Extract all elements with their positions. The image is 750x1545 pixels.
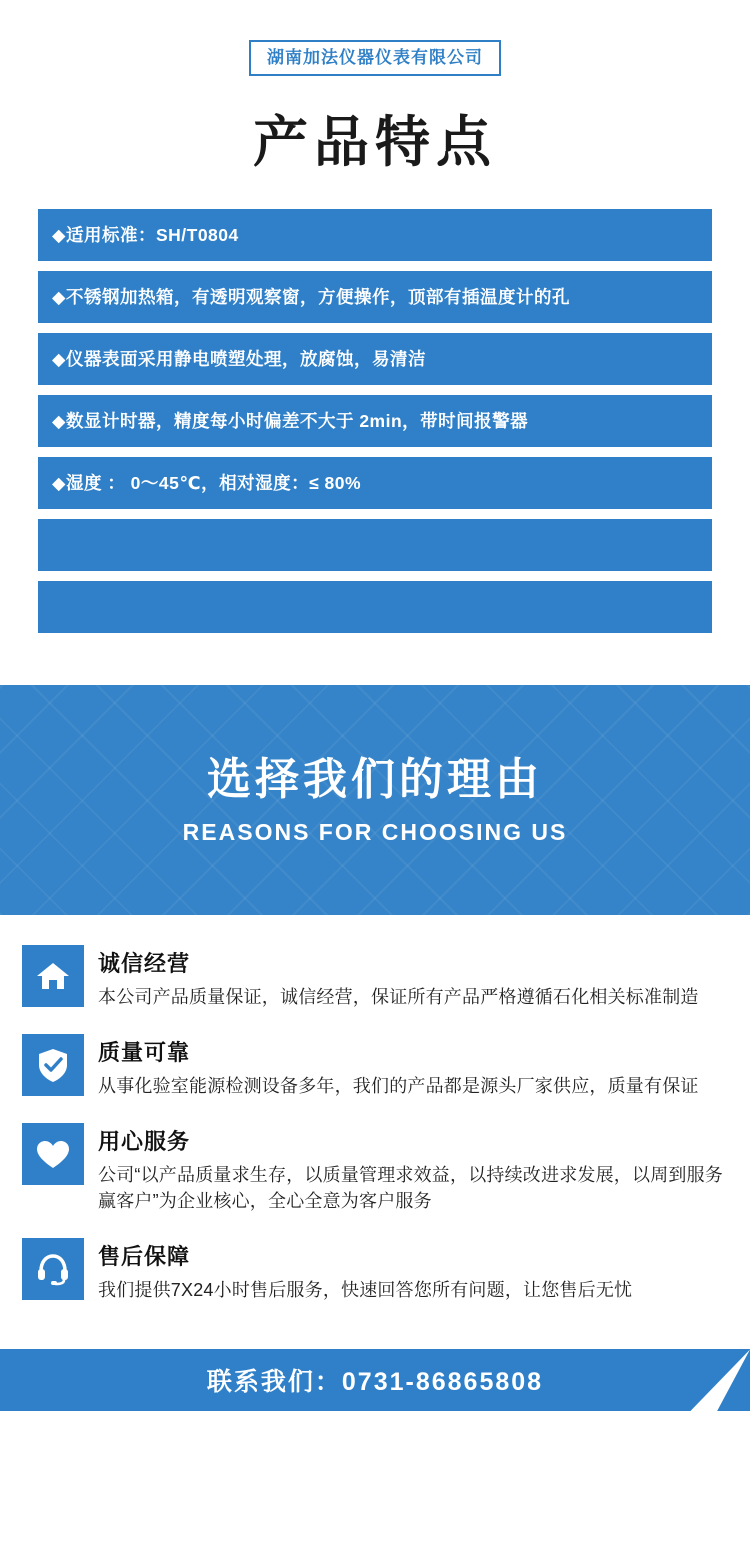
reason-body: [98, 1238, 728, 1303]
feature-item: ◆适用标准：SH/T0804: [38, 209, 712, 261]
feature-item-empty: [38, 519, 712, 571]
reason-text: 公司“以产品质量求生存，以质量管理求效益，以持续改进求发展，以周到服务赢客户”为企业核心，全心全意为客户服务: [98, 1165, 723, 1212]
section-spacer: [0, 643, 750, 685]
list-item: [22, 1123, 728, 1214]
reasons-list: [0, 915, 750, 1337]
feature-list: [0, 209, 750, 633]
reason-title: 售后保障: [98, 1244, 191, 1270]
reason-text: 从事化验室能源检测设备多年，我们的产品都是源头厂家供应，质量有保证: [98, 1076, 699, 1097]
feature-item: ◆不锈钢加热箱，有透明观察窗，方便操作，顶部有插温度计的孔: [38, 271, 712, 323]
headset-icon: [22, 1238, 84, 1300]
shield-check-icon: [22, 1034, 84, 1096]
reason-body: [98, 1034, 728, 1099]
heart-icon: [22, 1123, 84, 1185]
reason-body: [98, 945, 728, 1010]
list-item: [22, 1238, 728, 1303]
feature-item: ◆仪器表面采用静电喷塑处理，放腐蚀，易清洁: [38, 333, 712, 385]
feature-item: ◆数显计时器，精度每小时偏差不大于 2min，带时间报警器: [38, 395, 712, 447]
feature-item-empty: [38, 581, 712, 633]
list-item: [22, 1034, 728, 1099]
reason-title: 用心服务: [98, 1129, 191, 1155]
page-title: 产品特点: [252, 111, 497, 173]
reason-text: 我们提供7X24小时售后服务，快速回答您所有问题，让您售后无忧: [98, 1280, 633, 1301]
reason-title: 诚信经营: [98, 951, 191, 976]
reasons-banner: [0, 685, 750, 915]
reason-text: 本公司产品质量保证，诚信经营，保证所有产品严格遵循石化相关标准制造: [98, 987, 699, 1007]
reason-title: 质量可靠: [98, 1040, 191, 1066]
home-icon: [22, 945, 84, 1007]
reason-body: [98, 1123, 728, 1214]
company-badge: 湖南加法仪器仪表有限公司: [249, 40, 501, 76]
list-item: [22, 945, 728, 1010]
contact-phone: 联系我们：0731-86865808: [206, 1368, 544, 1397]
contact-footer: [0, 1349, 750, 1411]
features-section: [0, 0, 750, 685]
feature-item: ◆湿度 ： 0～45℃，相对湿度：≤ 80%: [38, 457, 712, 509]
company-badge-wrapper: [0, 40, 750, 76]
reasons-title-cn: 选择我们的理由: [207, 755, 543, 805]
reasons-title-en: REASONS FOR CHOOSING US: [182, 818, 568, 845]
